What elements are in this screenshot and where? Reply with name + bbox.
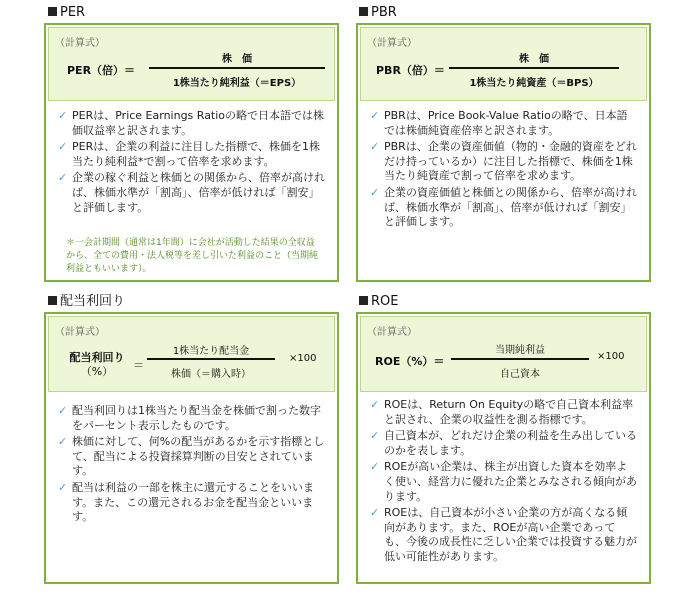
check-icon: ✓ [370,109,380,122]
pbr-formula-box [360,27,647,101]
pbr-formula-lhs: PBR（倍）＝ [376,64,445,77]
dividend-denominator: 株価（＝購入時） [171,369,251,380]
fraction-bar [449,67,619,69]
check-icon: ✓ [370,506,380,520]
check-icon: ✓ [370,185,380,199]
per-formula-box [48,27,335,101]
list-item: ✓ PERは、企業の利益に注目した指標で、株価を1株当たり純利益*で割って倍率を求めます。 [58,140,321,168]
dividend-numerator: 1株当たり配当金 [172,346,250,357]
square-bullet-icon [359,296,368,305]
check-icon: ✓ [58,171,68,185]
square-bullet-icon [48,7,57,16]
pbr-panel [356,23,651,282]
per-numerator: 株 価 [222,54,252,65]
dividend-formula-box [48,316,335,392]
per-footnote: ＊一会計期間（通常は1年間）に会社が活動した結果の全収益から、全ての費用・法人税等を差し引いた利益のこと（当期純利益ともいいます）。 [66,238,319,274]
list-item: ✓ 配当利回りは1株当たり配当金を株価で割った数字をパーセント表示したものです。 [58,404,321,432]
check-icon: ✓ [58,109,68,122]
check-icon: ✓ [370,460,380,474]
check-icon: ✓ [58,435,68,449]
list-item: ✓ PERは、Price Earnings Ratioの略で日本語では株価収益率と訳されます。 [58,109,325,137]
equals-sign: ＝ [133,359,144,372]
per-points [58,109,325,217]
roe-panel [356,312,651,584]
roe-denominator: 自己資本 [500,369,540,380]
list-item: ✓ 企業の資産価値と株価との関係から、倍率が高ければ、株価水準が「割高」、倍率が低ければ「割安」と評価します。 [370,185,637,229]
dividend-panel [44,312,339,584]
per-formula-lhs: PER（倍）＝ [67,64,136,77]
check-icon: ✓ [370,140,380,154]
roe-multiplier: ×100 [597,351,625,362]
dividend-multiplier: ×100 [289,353,317,364]
calc-label: （計算式） [367,327,417,338]
roe-section-title: ROE [359,294,398,310]
list-item: ✓ 配当は利益の一部を株主に還元することをいいます。また、この還元されるお金を配当金といいます。 [58,480,314,524]
calc-label: （計算式） [367,38,417,49]
fraction-bar [451,358,589,360]
calc-label: （計算式） [55,327,105,338]
list-item: ✓ ROEが高い企業は、株主が出資した資本を効率よく使い、経営力に優れた企業とみなされる傾向があります。 [370,460,637,503]
list-item: ✓ ROEは、自己資本が小さい企業の方が高くなる傾向があります。また、ROEが高い企業であっても、今後の成長性に乏しい企業では投資する魅力が低い可能性があります。 [370,506,637,563]
square-bullet-icon [359,7,368,16]
list-item: ✓ 自己資本が、どれだけ企業の利益を生み出しているのかを表します。 [370,429,637,457]
list-item: ✓ 株価に対して、何%の配当があるかを示す指標として、配当による投資採算判断の目安とされています。 [58,435,325,478]
pbr-points [370,109,637,232]
dividend-formula-lhs: 配当利回り （%） [69,351,125,378]
check-icon: ✓ [58,480,68,494]
check-icon: ✓ [58,404,68,417]
calc-label: （計算式） [55,38,105,49]
check-icon: ✓ [370,429,380,443]
dividend-section-title: 配当利回り [48,294,125,310]
per-denominator: 1株当たり純利益（＝EPS） [172,78,302,89]
roe-points [370,398,637,567]
roe-numerator: 当期純利益 [495,345,545,356]
roe-formula-box [360,316,647,392]
pbr-numerator: 株 価 [519,54,549,65]
list-item: ✓ PBRは、企業の資産価値（物的・金融的資産をどれだけ持っているか）に注目した指標で、株価を1株当たり純資産で割って倍率を求めます。 [370,140,637,183]
fraction-bar [149,67,325,69]
pbr-denominator: 1株当たり純資産（＝BPS） [469,78,599,89]
dividend-points [58,404,325,527]
per-panel [44,23,339,282]
list-item: ✓ PBRは、Price Book-Value Ratioの略で、日本語では株価純資産倍率と訳されます。 [370,109,628,137]
roe-formula-lhs: ROE（%）＝ [375,355,445,368]
check-icon: ✓ [370,398,380,411]
fraction-bar [147,358,275,360]
pbr-section-title: PBR [359,5,397,21]
check-icon: ✓ [58,140,68,154]
list-item: ✓ ROEは、Return On Equityの略で自己資本利益率と訳され、企業の収益性を測る指標です。 [370,398,634,426]
per-section-title: PER [48,5,85,21]
square-bullet-icon [48,296,57,305]
list-item: ✓ 企業の稼ぐ利益と株価との関係から、倍率が高ければ、株価水準が「割高」、倍率が低ければ「割安」と評価します。 [58,171,325,214]
